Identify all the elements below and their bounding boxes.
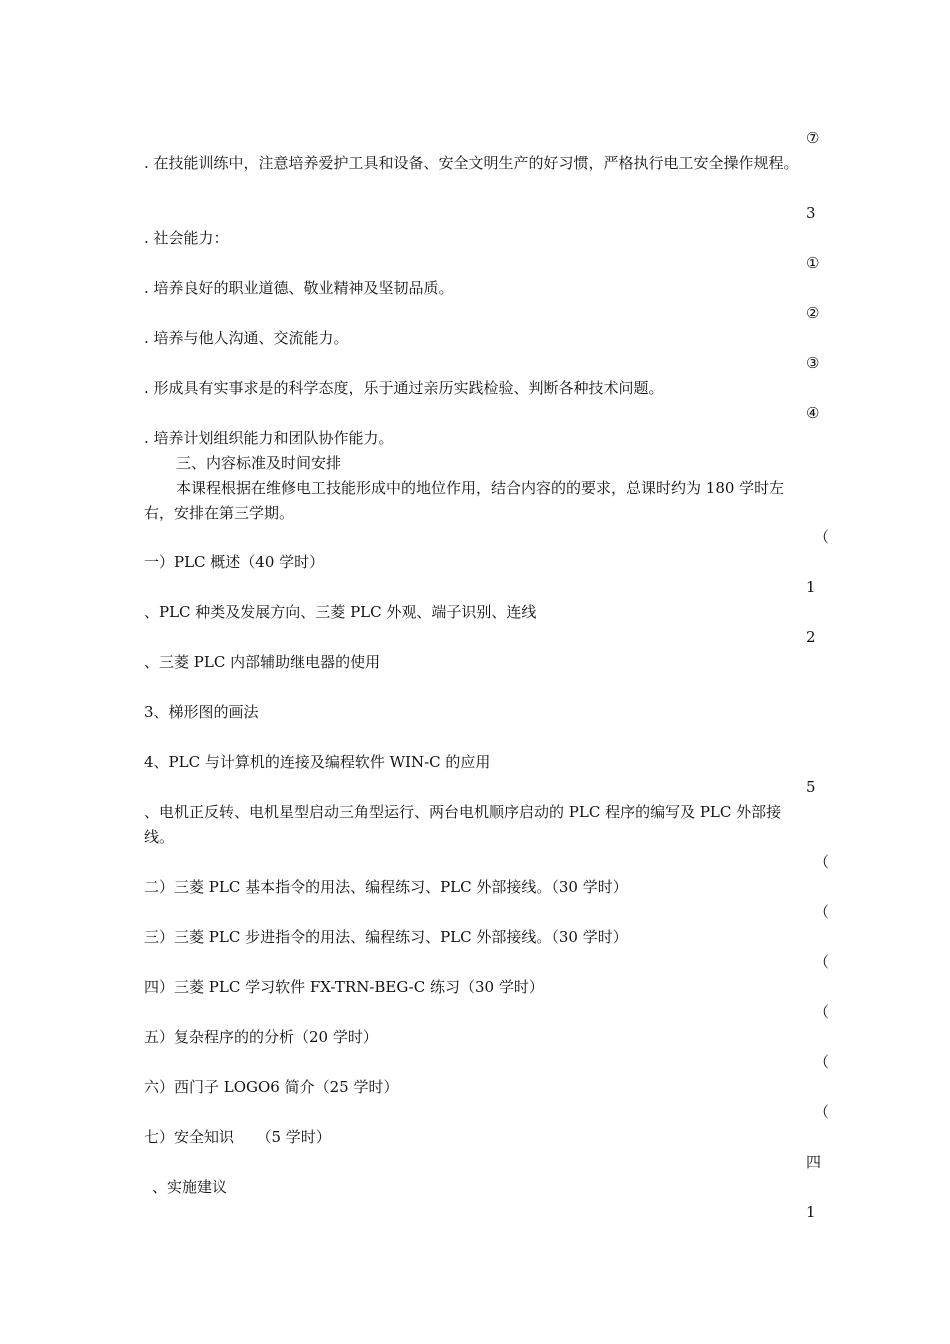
list-marker-circled-2: ② — [806, 304, 820, 322]
list-marker-num-2: 2 — [806, 628, 816, 646]
section-heading-content-standard: 三、内容标准及时间安排 — [176, 454, 342, 472]
list-marker-paren-5: （ — [814, 1003, 830, 1021]
item-motor-programs: 、电机正反转、电机星型启动三角型运行、两台电机顺序启动的 PLC 程序的编写及 PLC 外部接线。 — [144, 803, 782, 846]
paragraph-teamwork: . 培养计划组织能力和团队协作能力。 — [144, 429, 394, 447]
list-marker-3: 3 — [806, 204, 816, 222]
item-plc-types: 、PLC 种类及发展方向、三菱 PLC 外观、端子识别、连线 — [144, 603, 537, 621]
section-plc-overview: 一）PLC 概述（40 学时） — [144, 553, 325, 571]
section-step-instructions: 三）三菱 PLC 步进指令的用法、编程练习、PLC 外部接线。（30 学时） — [144, 928, 628, 946]
paragraph-communication: . 培养与他人沟通、交流能力。 — [144, 329, 349, 347]
list-marker-circled-3: ③ — [806, 354, 820, 372]
list-marker-paren-3: （ — [814, 903, 830, 921]
heading-social-ability: . 社会能力： — [144, 229, 229, 247]
item-plc-software: 4、PLC 与计算机的连接及编程软件 WIN-C 的应用 — [144, 753, 491, 771]
paragraph-safety-habits: . 在技能训练中，注意培养爱护工具和设备、安全文明生产的好习惯，严格执行电工安全操作规程。 — [144, 154, 799, 172]
list-marker-paren-4: （ — [814, 953, 830, 971]
list-marker-num-1: 1 — [806, 578, 816, 596]
list-marker-7: ⑦ — [806, 129, 820, 147]
list-marker-paren-1: （ — [814, 528, 830, 546]
paragraph-scientific-attitude: . 形成具有实事求是的科学态度，乐于通过亲历实践检验、判断各种技术问题。 — [144, 379, 664, 397]
section-heading-implementation: 、实施建议 — [152, 1178, 228, 1196]
section-safety-knowledge: 七）安全知识 （5 学时） — [144, 1128, 331, 1146]
paragraph-intro: 本课程根据在维修电工技能形成中的地位作用，结合内容的的要求，总课时约为 180 学时左右，安排在第三学期。 — [144, 479, 785, 522]
item-plc-relay: 、三菱 PLC 内部辅助继电器的使用 — [144, 653, 381, 671]
section-complex-programs: 五）复杂程序的的分析（20 学时） — [144, 1028, 378, 1046]
list-marker-paren-2: （ — [814, 853, 830, 871]
section-learning-software: 四）三菱 PLC 学习软件 FX-TRN-BEG-C 练习（30 学时） — [144, 978, 544, 996]
item-ladder-diagram: 3、梯形图的画法 — [144, 703, 259, 721]
paragraph-ethics: . 培养良好的职业道德、敬业精神及坚韧品质。 — [144, 279, 454, 297]
list-marker-num-5: 5 — [806, 778, 816, 796]
list-marker-paren-6: （ — [814, 1053, 830, 1071]
list-marker-paren-7: （ — [814, 1103, 830, 1121]
list-marker-chinese-4: 四 — [806, 1153, 822, 1171]
list-marker-num-1b: 1 — [806, 1203, 816, 1221]
list-marker-circled-1: ① — [806, 254, 820, 272]
section-basic-instructions: 二）三菱 PLC 基本指令的用法、编程练习、PLC 外部接线。（30 学时） — [144, 878, 628, 896]
section-logo6: 六）西门子 LOGO6 简介（25 学时） — [144, 1078, 399, 1096]
list-marker-circled-4: ④ — [806, 404, 820, 422]
